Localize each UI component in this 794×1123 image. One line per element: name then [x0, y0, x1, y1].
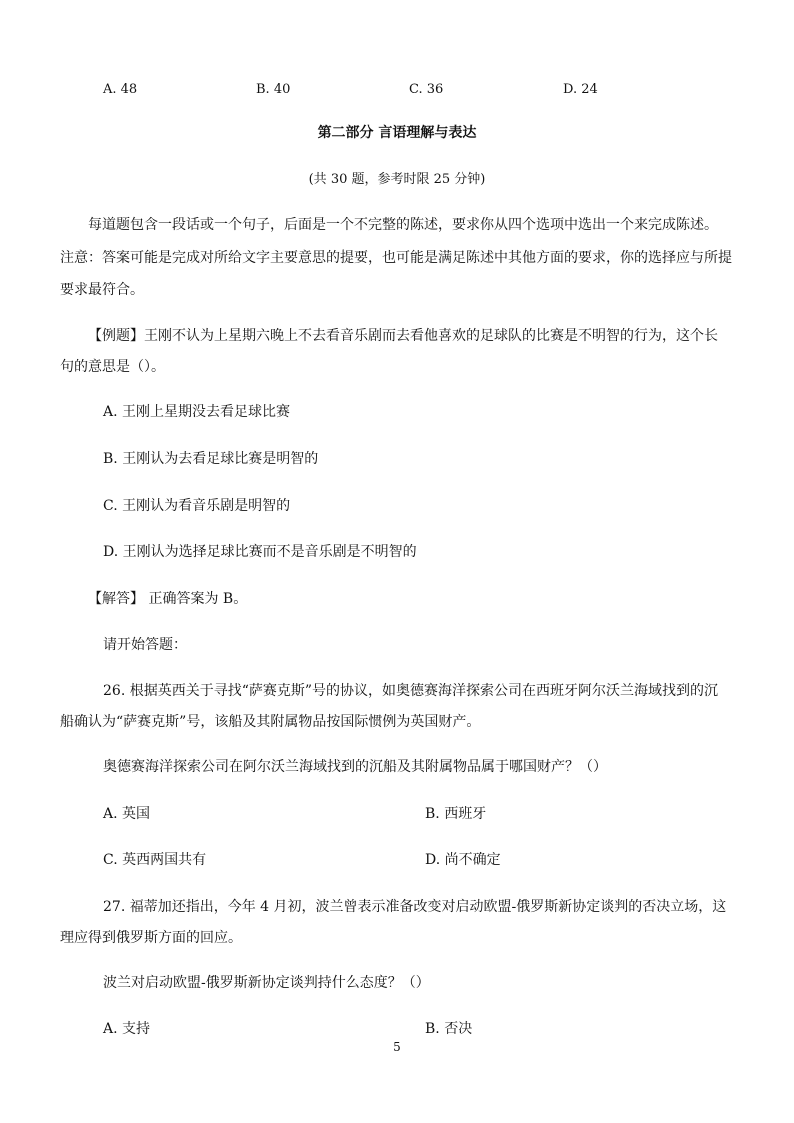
example-line-1: 【例题】王刚不认为上星期六晚上不去看音乐剧而去看他喜欢的足球队的比赛是不明智的行为，这个长 — [88, 328, 718, 344]
q27-option-b: B. 否决 — [425, 1021, 473, 1037]
q25-option-c: C. 36 — [409, 82, 444, 97]
q26-line-1: 26. 根据英西关于寻找“萨赛克斯”号的协议，如奥德赛海洋探索公司在西班牙阿尔沃兰海域找到的沉 — [103, 683, 719, 699]
example-answer: 【解答】 正确答案为 B。 — [88, 591, 248, 607]
q27-question: 波兰对启动欧盟-俄罗斯新协定谈判持什么态度？（） — [103, 975, 430, 991]
q26-line-2: 船确认为“萨赛克斯”号，该船及其附属物品按国际惯例为英国财产。 — [60, 714, 481, 730]
instructions-line-1: 每道题包含一段话或一个句子，后面是一个不完整的陈述，要求你从四个选项中选出一个来完成陈述。 — [88, 217, 718, 233]
q26-option-b: B. 西班牙 — [425, 806, 487, 822]
example-option-d: D. 王刚认为选择足球比赛而不是音乐剧是不明智的 — [103, 544, 417, 560]
q25-option-a: A. 48 — [103, 82, 138, 97]
example-option-c: C. 王刚认为看音乐剧是明智的 — [103, 498, 291, 514]
section-title: 第二部分 言语理解与表达 — [317, 125, 477, 141]
example-option-a: A. 王刚上星期没去看足球比赛 — [103, 404, 291, 420]
example-option-b: B. 王刚认为去看足球比赛是明智的 — [103, 451, 319, 467]
q25-option-d: D. 24 — [563, 82, 598, 97]
q26-option-a: A. 英国 — [103, 806, 151, 822]
q27-line-2: 理应得到俄罗斯方面的回应。 — [60, 930, 242, 946]
q26-option-d: D. 尚不确定 — [425, 852, 501, 868]
page-number: 5 — [393, 1040, 401, 1054]
q26-question: 奥德赛海洋探索公司在阿尔沃兰海域找到的沉船及其附属物品属于哪国财产？（） — [103, 759, 607, 775]
example-line-2: 句的意思是（）。 — [60, 359, 165, 375]
start-prompt: 请开始答题： — [103, 637, 187, 653]
q26-option-c: C. 英西两国共有 — [103, 852, 207, 868]
q25-option-b: B. 40 — [256, 82, 291, 97]
instructions-line-3: 要求最符合。 — [60, 282, 144, 298]
q27-line-1: 27. 福蒂加还指出，今年 4 月初，波兰曾表示准备改变对启动欧盟-俄罗斯新协定谈判的否决立场，这 — [103, 899, 727, 915]
section-subtitle: (共 30 题，参考时限 25 分钟) — [308, 172, 486, 187]
q27-option-a: A. 支持 — [103, 1021, 151, 1037]
instructions-line-2: 注意：答案可能是完成对所给文字主要意思的提要，也可能是满足陈述中其他方面的要求，你的选择应与所提 — [60, 250, 732, 266]
